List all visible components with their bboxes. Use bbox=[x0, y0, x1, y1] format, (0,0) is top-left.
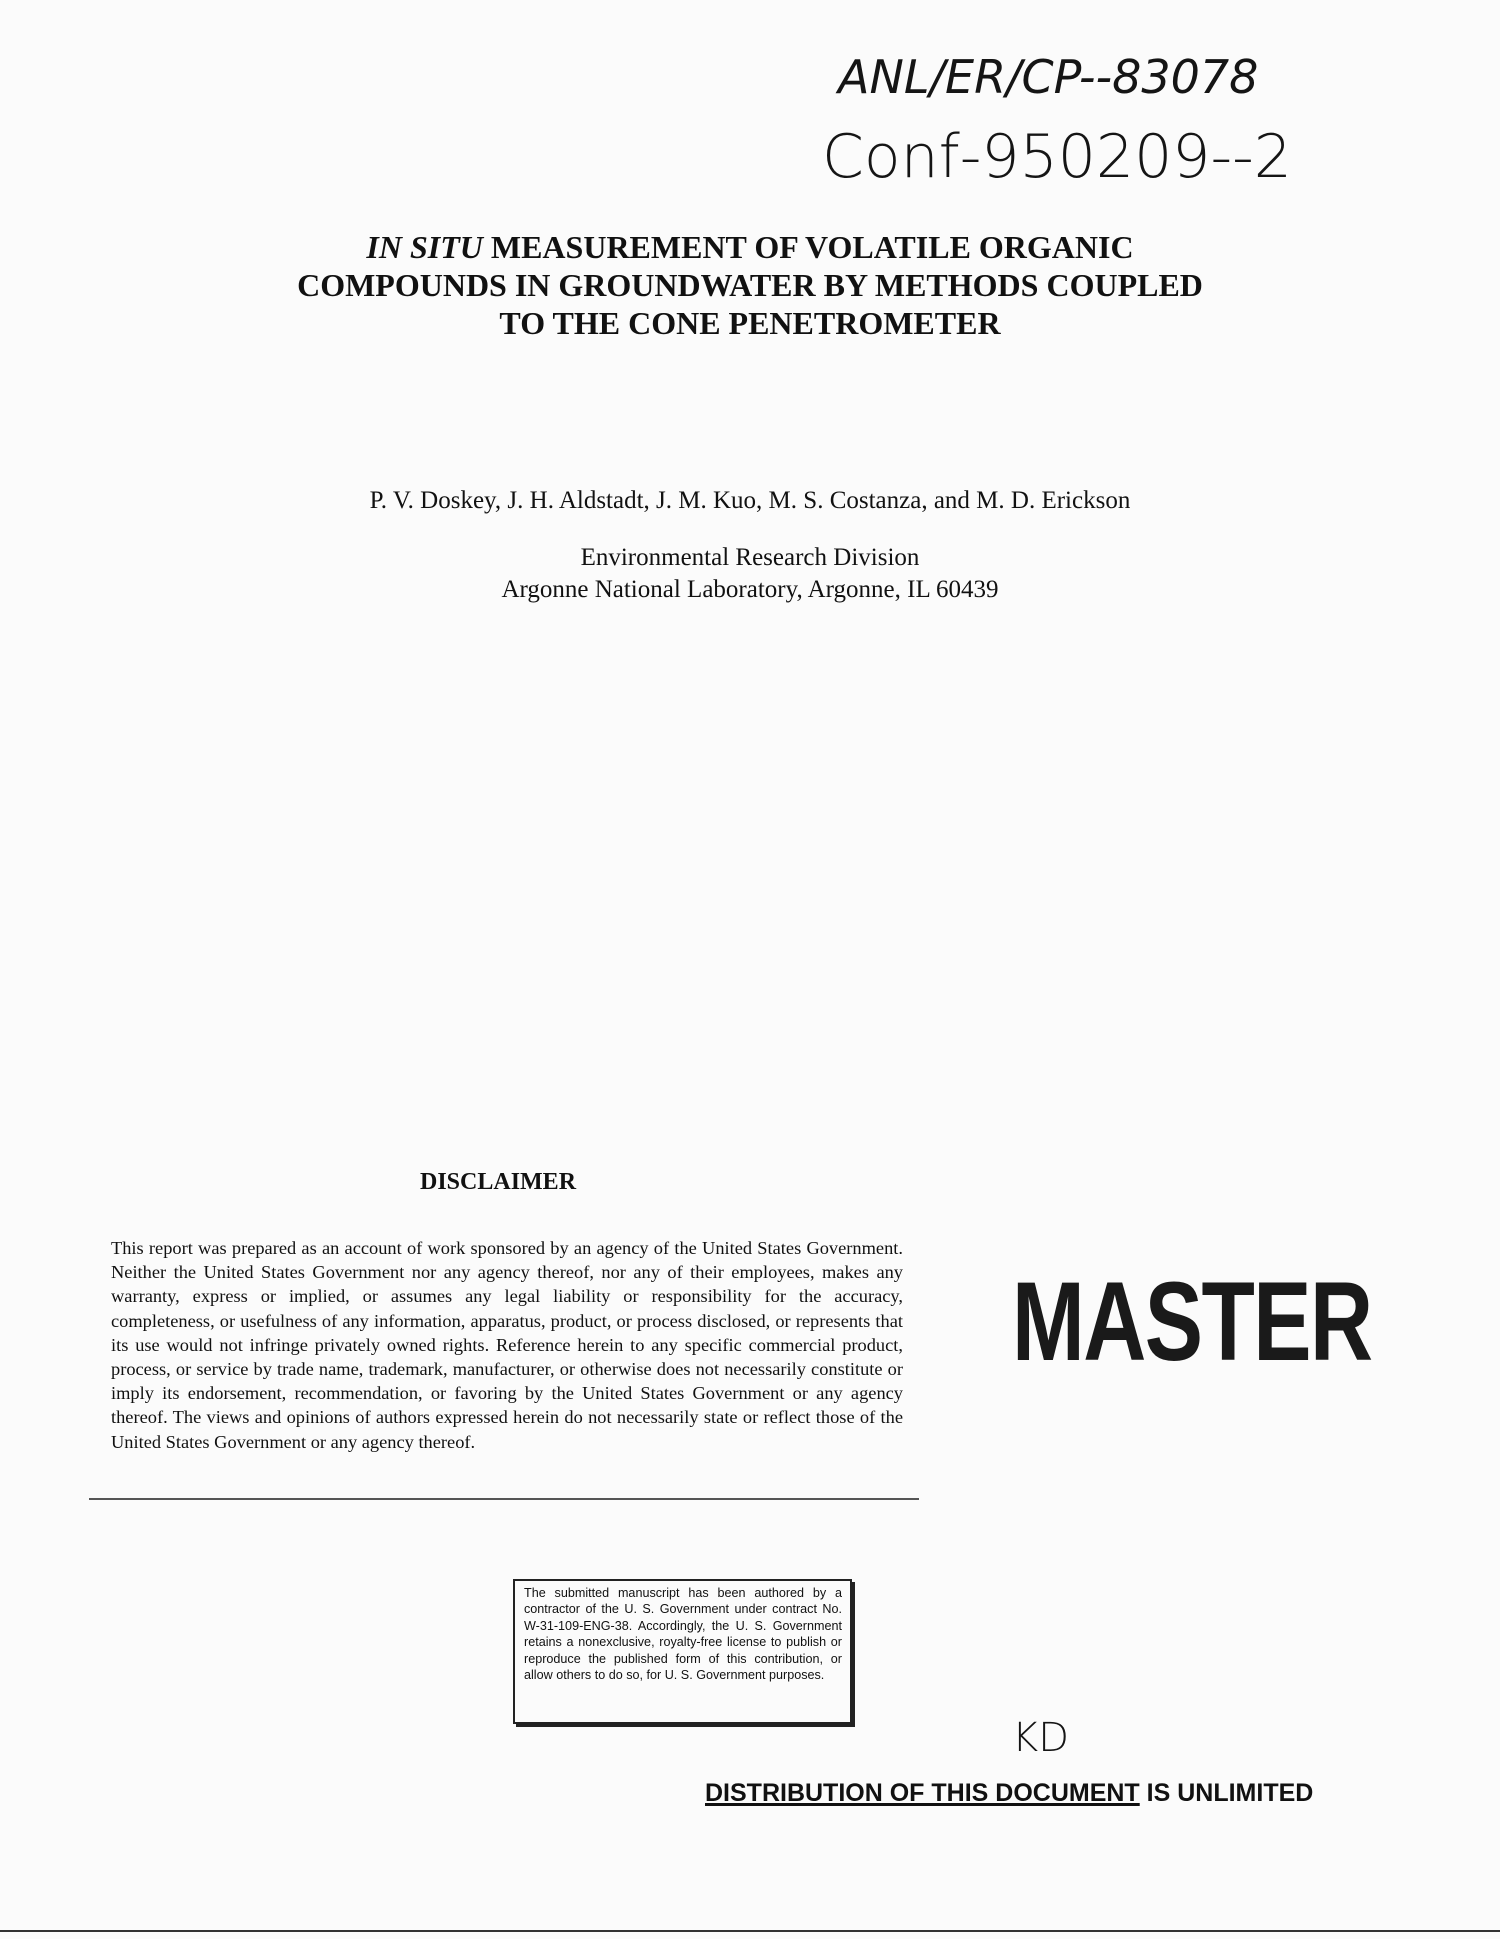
distribution-part1: DISTRIBUTION OF THIS DOCUMENT bbox=[705, 1779, 1140, 1807]
authors: P. V. Doskey, J. H. Aldstadt, J. M. Kuo, M. S. Costanza, and M. D. Erickson bbox=[369, 487, 1131, 514]
master-stamp: MASTER bbox=[1012, 1259, 1372, 1384]
manuscript-notice-box: The submitted manuscript has been authored by a contractor of the U. S. Government under contract No. W-31-109-ENG-38. Accordingly, the U. S. Government retains a nonexclusive, royalty-free license to publish or reproduce the published form of this contribution, or allow others to do so, for U. S. Government purposes. bbox=[513, 1579, 852, 1724]
division: Environmental Research Division bbox=[580, 544, 920, 571]
distribution-statement bbox=[705, 1778, 1313, 1808]
paper-title bbox=[0, 228, 1500, 342]
title-line3: TO THE CONE PENETROMETER bbox=[499, 305, 1001, 341]
title-line2: COMPOUNDS IN GROUNDWATER BY METHODS COUPLED bbox=[297, 267, 1203, 303]
lab: Argonne National Laboratory, Argonne, IL 60439 bbox=[501, 576, 999, 603]
affiliation bbox=[0, 542, 1500, 606]
distribution-part2: IS UNLIMITED bbox=[1139, 1779, 1314, 1807]
scan-edge-line bbox=[0, 1930, 1500, 1932]
handwritten-report-number: ANL/ER/CP--83078 bbox=[838, 50, 1259, 104]
disclaimer-heading: DISCLAIMER bbox=[420, 1169, 577, 1195]
title-italic: IN SITU bbox=[366, 229, 483, 265]
divider bbox=[89, 1498, 919, 1500]
title-line1: MEASUREMENT OF VOLATILE ORGANIC bbox=[482, 229, 1134, 265]
handwritten-conf-number: Conf-950209--2 bbox=[822, 122, 1292, 192]
handwritten-initials: KD bbox=[1012, 1715, 1070, 1761]
disclaimer-body: This report was prepared as an account of work sponsored by an agency of the United States Government. Neither the United States Government nor any agency thereof, nor any of their employees, makes any warranty, express or implied, or assumes any legal liability or responsibility for the accuracy, completeness, or usefulness of any information, apparatus, product, or process disclosed, or represents that its use would not infringe privately owned rights. Reference herein to any specific commercial product, process, or service by trade name, trademark, manufacturer, or otherwise does not necessarily constitute or imply its endorsement, recommendation, or favoring by the United States Government or any agency thereof. The views and opinions of authors expressed herein do not necessarily state or reflect those of the United States Government or any agency thereof. bbox=[111, 1238, 903, 1452]
